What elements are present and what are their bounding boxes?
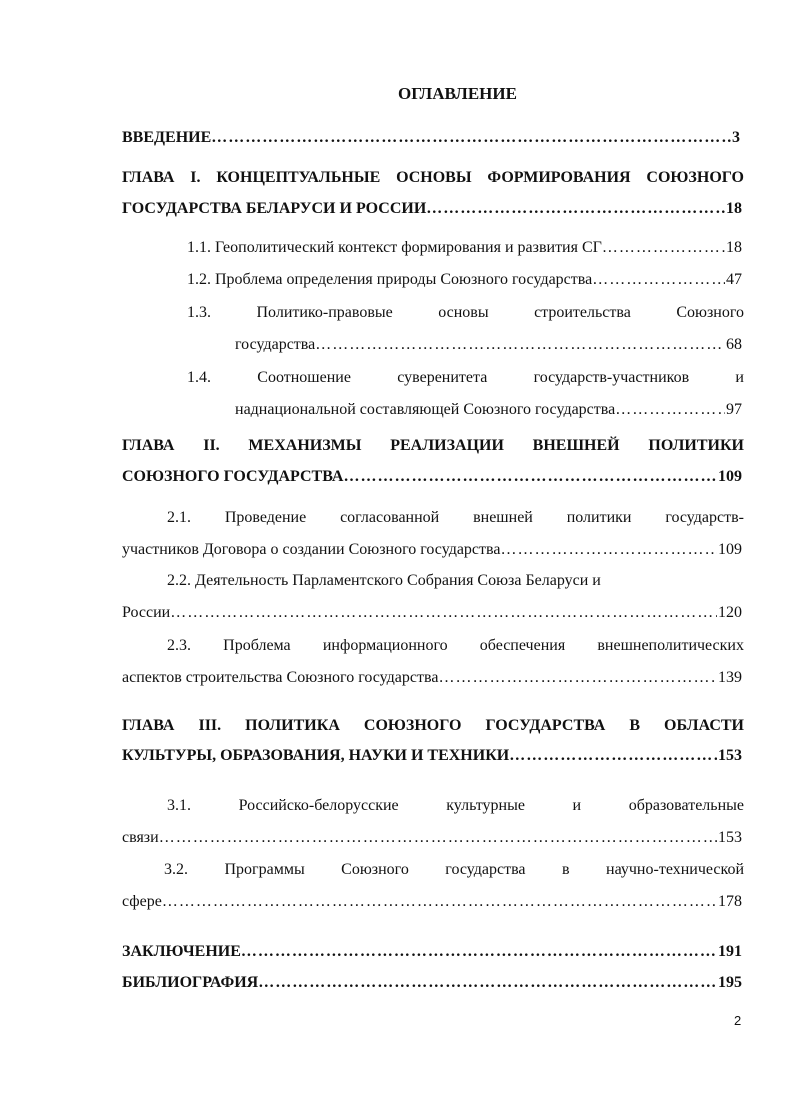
toc-label: сфере (122, 893, 162, 910)
toc-section-3-1-line1[interactable]: 3.1. Российско-белорусские культурные и образовательные (167, 797, 744, 814)
toc-chapter-2-line2[interactable] (122, 467, 742, 487)
toc-section-1-1[interactable] (187, 238, 742, 258)
toc-label: СОЮЗНОГО ГОСУДАРСТВА (122, 468, 344, 485)
toc-label: 1.1. Геополитический контекст формирования и развития СГ (187, 239, 602, 256)
leader-dots (438, 668, 717, 688)
leader-dots (592, 270, 725, 290)
toc-page: 153 (718, 829, 742, 846)
toc-page: 120 (718, 604, 742, 621)
toc-page: 18 (726, 239, 742, 256)
leader-dots (162, 892, 717, 912)
toc-page: 139 (718, 669, 742, 686)
toc-chapter-1-line2[interactable] (122, 199, 742, 219)
toc-section-2-3-line2[interactable] (122, 668, 742, 688)
toc-section-2-1-line1[interactable]: 2.1. Проведение согласованной внешней политики государств- (167, 509, 744, 526)
leader-dots (315, 335, 725, 355)
leader-dots (211, 128, 731, 148)
leader-dots (241, 942, 717, 962)
toc-section-1-4-line1[interactable]: 1.4. Соотношение суверенитета государств-участников и (187, 369, 744, 386)
toc-page: 68 (726, 336, 742, 353)
leader-dots (343, 467, 717, 487)
toc-label: БИБЛИОГРАФИЯ (122, 974, 259, 991)
toc-label: ГОСУДАРСТВА БЕЛАРУСИ И РОССИИ (122, 200, 427, 217)
toc-entry-bibliography[interactable] (122, 973, 742, 993)
toc-chapter-3-line1[interactable]: ГЛАВА III. ПОЛИТИКА СОЮЗНОГО ГОСУДАРСТВА В ОБЛАСТИ (122, 717, 744, 734)
toc-label: участников Договора о создании Союзного государства (122, 541, 501, 558)
toc-section-1-2[interactable] (187, 270, 742, 290)
leader-dots (170, 603, 717, 623)
toc-label: связи (122, 829, 159, 846)
toc-label: ЗАКЛЮЧЕНИЕ (122, 943, 241, 960)
toc-section-3-1-line2[interactable] (122, 828, 742, 848)
toc-page: 109 (718, 468, 742, 485)
toc-section-2-3-line1[interactable]: 2.3. Проблема информационного обеспечения внешнеполитических (167, 637, 744, 654)
toc-label: государства (235, 336, 316, 353)
toc-entry-conclusion[interactable] (122, 942, 742, 962)
toc-page: 178 (718, 893, 742, 910)
toc-section-1-4-line2[interactable] (235, 400, 742, 420)
toc-entry-intro[interactable] (122, 128, 740, 148)
toc-label: 1.2. Проблема определения природы Союзного государства (187, 271, 593, 288)
toc-section-3-2-line1[interactable]: 3.2. Программы Союзного государства в научно-технической (164, 861, 744, 878)
toc-page: 109 (718, 541, 742, 558)
leader-dots (500, 540, 717, 560)
toc-page: 153 (718, 747, 742, 764)
toc-label: наднациональной составляющей Союзного государства (235, 401, 616, 418)
toc-page: 195 (718, 974, 742, 991)
page-title: ОГЛАВЛЕНИЕ (398, 84, 517, 103)
toc-page: 97 (726, 401, 742, 418)
leader-dots (426, 199, 725, 219)
toc-section-2-2-line1[interactable]: 2.2. Деятельность Парламентского Собрания Союза Беларуси и (167, 572, 601, 589)
leader-dots (615, 400, 725, 420)
leader-dots (258, 973, 717, 993)
toc-section-3-2-line2[interactable] (122, 892, 742, 912)
toc-label: аспектов строительства Союзного государства (122, 669, 439, 686)
page-number: 2 (734, 1013, 742, 1028)
toc-label: КУЛЬТУРЫ, ОБРАЗОВАНИЯ, НАУКИ И ТЕХНИКИ (122, 747, 510, 764)
toc-label: ВВЕДЕНИЕ (122, 129, 212, 146)
toc-section-1-3-line2[interactable] (235, 335, 742, 355)
leader-dots (159, 828, 717, 848)
toc-page: 3 (732, 129, 740, 146)
toc-page: 47 (726, 271, 742, 288)
toc-section-2-1-line2[interactable] (122, 540, 742, 560)
leader-dots (509, 746, 717, 766)
toc-page: 18 (726, 200, 742, 217)
toc-label: России (122, 604, 171, 621)
toc-chapter-2-line1[interactable]: ГЛАВА II. МЕХАНИЗМЫ РЕАЛИЗАЦИИ ВНЕШНЕЙ ПОЛИТИКИ (122, 437, 744, 454)
leader-dots (602, 238, 725, 258)
toc-section-1-3-line1[interactable]: 1.3. Политико-правовые основы строительства Союзного (187, 304, 744, 321)
toc-page: 191 (718, 943, 742, 960)
toc-section-2-2-line2[interactable] (122, 603, 742, 623)
toc-chapter-1-line1[interactable]: ГЛАВА I. КОНЦЕПТУАЛЬНЫЕ ОСНОВЫ ФОРМИРОВАНИЯ СОЮЗНОГО (122, 169, 744, 186)
toc-chapter-3-line2[interactable] (122, 746, 742, 766)
